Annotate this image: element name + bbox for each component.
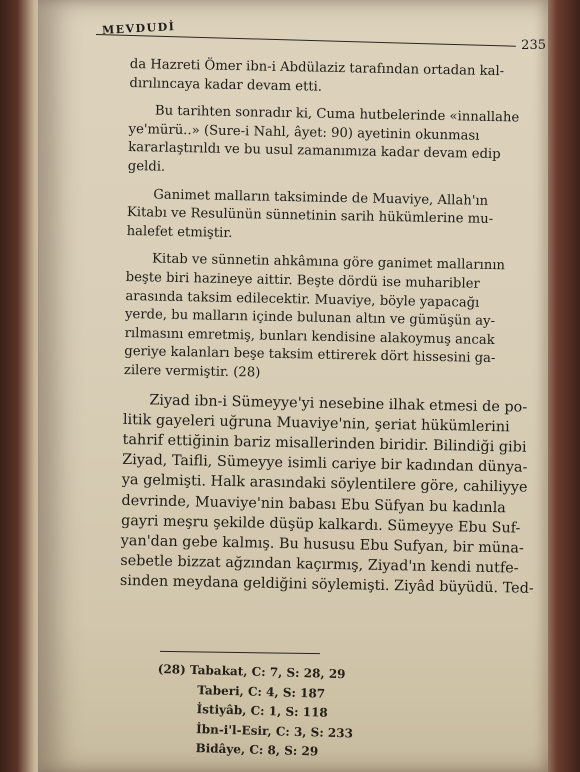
text-line: kararlaştırıldı ve bu usul zamanımıza kadar devam edip xyxy=(128,140,501,163)
paragraph xyxy=(128,102,569,185)
text-line: ye'mürü..» (Sure-i Nahl, âyet: 90) ayetinin okunması xyxy=(128,121,480,144)
text-line: beşte biri hazineye aittir. Beşte dördü ise muharibler xyxy=(125,269,480,292)
text-line: geldi. xyxy=(127,158,166,175)
running-head: MEVDUDİ xyxy=(101,20,176,37)
text-line: devrinde, Muaviye'nin babası Ebu Süfyan bu kadınla xyxy=(121,492,507,516)
text-line: geriye kalanları beşe taksim ettirerek dört hissesini ga- xyxy=(124,344,496,367)
text-line: yan'dan gebe kalmış. Bu hususu Ebu Sufyan, bir müna- xyxy=(120,532,524,557)
book-page xyxy=(38,0,548,772)
text-line: sinden meydana geldiğini söylemişti. Ziyâd büyüdü. Ted- xyxy=(119,573,534,598)
text-line: Kitabı ve Resulünün sünnetinin sarih hükümlerine mu- xyxy=(126,205,494,228)
text-line: zilere vermiştir. (28) xyxy=(123,362,261,381)
text-line: tahrif ettiğinin bariz misallerinden biridir. Bilindiği gibi xyxy=(122,431,527,456)
footnote-line: Taberi, C: 4, S: 187 xyxy=(196,682,326,701)
text-line: ya gelmişti. Halk arasındaki söylentilere göre, cahiliyye xyxy=(121,472,528,497)
text-line: dırılıncaya kadar devam etti. xyxy=(129,75,323,95)
footnote-line: İstiyâb, C: 1, S: 118 xyxy=(196,702,328,720)
text-line: gayri meşru şekilde düşüp kalkardı. Sümeyye Ebu Suf- xyxy=(120,512,521,537)
footnote-rule xyxy=(160,651,320,654)
text-line: litik gayeleri uğruna Muaviye'nin, şeriat hükümlerini xyxy=(122,411,510,436)
header-rule xyxy=(96,34,516,47)
text-line: Kitab ve sünnetin ahkâmına göre ganimet mallarının xyxy=(151,251,506,274)
text-line: Ziyad ibn-i Sümeyye'yi nesebine ilhak etmesi de po- xyxy=(149,391,528,416)
text-line: rılmasını emretmiş, bunları kendisine alakoymuş ancak xyxy=(124,325,495,348)
page-number: 235 xyxy=(521,38,546,53)
footnote-line: İbn-i'l-Esir, C: 3, S: 233 xyxy=(195,721,354,740)
paragraph xyxy=(124,250,566,389)
paragraph xyxy=(120,389,564,599)
body-text xyxy=(120,56,570,609)
text-line: da Hazreti Ömer ibn-i Abdülaziz tarafından ortadan kal- xyxy=(129,56,505,80)
text-line: halefet etmiştir. xyxy=(126,223,233,241)
footnote-line: (28) Tabakat, C: 7, S: 28, 29 xyxy=(157,661,346,682)
text-line: Ganimet malların taksiminde de Muaviye, Allah'ın xyxy=(153,187,489,209)
text-line: arasında taksim edilecektir. Muaviye, böyle yapacağı xyxy=(125,288,480,311)
text-line: yerde, bu malların içinde bulunan altın ve gümüşün ay- xyxy=(124,307,496,330)
paragraph xyxy=(126,186,567,250)
text-line: Ziyad, Taifli, Sümeyye isimli cariye bir kadından dünya- xyxy=(122,452,528,476)
footnotes xyxy=(155,660,488,767)
footnote-line: Bidâye, C: 8, S: 29 xyxy=(195,741,319,759)
page-header xyxy=(96,20,546,53)
text-line: sebetle bizzat ağzından kaçırmış, Ziyad'ın kendi nutfe- xyxy=(120,553,519,577)
paragraph xyxy=(129,56,570,102)
text-line: Bu tarihten sonradır ki, Cuma hutbelerinde «innallahe xyxy=(154,103,520,126)
